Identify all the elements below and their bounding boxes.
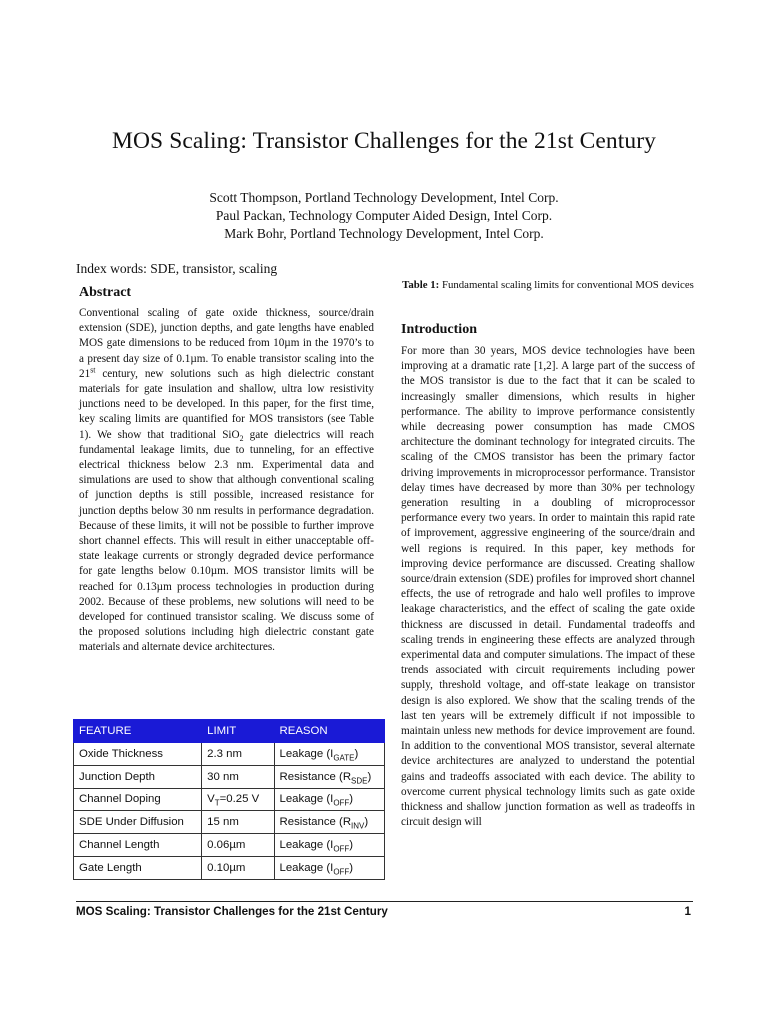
- abstract-text-part: century, new solutions such as high dielectric constant materials for gate insulation and shallow, ultra low resistivity junctions need to be developed. In this paper, for the first time, key scaling limits are quantified for MOS transistors (see Table 1). We show that traditional SiO: [79, 367, 374, 441]
- table-caption-label: Table 1:: [402, 279, 440, 291]
- limit-value: V: [207, 793, 215, 806]
- abstract-superscript: st: [90, 365, 96, 375]
- abstract-heading: Abstract: [79, 285, 132, 300]
- reason-cell: [274, 856, 384, 879]
- limit-cell: [202, 765, 274, 788]
- feature-cell: Channel Length: [74, 834, 202, 857]
- author-list: [0, 189, 768, 243]
- reason-text: Leakage (I: [279, 839, 334, 852]
- reason-subscript: OFF: [333, 844, 350, 854]
- reason-cell: [274, 834, 384, 857]
- table-caption-text: Fundamental scaling limits for conventional MOS devices: [439, 279, 694, 291]
- limit-cell: [202, 856, 274, 879]
- limit-cell: [202, 834, 274, 857]
- reason-cell: [274, 765, 384, 788]
- table-header-cell: FEATURE: [74, 720, 202, 743]
- limit-value: 0.10µm: [207, 861, 246, 874]
- reason-text: Resistance (R: [279, 770, 352, 783]
- reason-suffix: ): [349, 839, 354, 852]
- abstract-text-part: Conventional scaling of gate oxide thickness, source/drain extension (SDE), junction depths, and gate lengths have enabled MOS gate dimensions to be reduced from 10µm in the 1970’s to a present day size of 0.1µm. To enable transistor scaling into the 21: [79, 307, 374, 380]
- reason-suffix: ): [349, 861, 354, 874]
- abstract-text-part: gate dielectrics will reach fundamental leakage limits, due to tunneling, for an effective electrical thickness below 2.3 nm. Experimental data and simulations are used to show that although conventional scaling of junction depths is still possible, increased resistance for junction depths below 30 nm results in performance degradation. Because of these limits, it will not be possible to further improve short channel effects. This will result in either unacceptable off-state leakage currents or strongly degraded device performance for gate lengths below 0.10µm. MOS transistor limits will be reached for 0.13µm process technologies in production during 2002. Because of these problems, new solutions will need to be developed for continued transistor scaling. We discuss some of the proposed solutions including high dielectric constant gate materials and alternate device architectures.: [79, 428, 374, 654]
- feature-cell: SDE Under Diffusion: [74, 811, 202, 834]
- reason-subscript: OFF: [333, 798, 350, 808]
- table-row: [74, 743, 385, 766]
- feature-cell: Junction Depth: [74, 765, 202, 788]
- table-header-cell: REASON: [274, 720, 384, 743]
- footer-divider: [76, 901, 693, 902]
- author-line: Paul Packan, Technology Computer Aided Design, Intel Corp.: [215, 208, 553, 223]
- limit-value-suffix: =0.25 V: [219, 793, 260, 806]
- limit-cell: [202, 811, 274, 834]
- reason-text: Leakage (I: [279, 747, 334, 760]
- reason-suffix: ): [349, 793, 354, 806]
- reason-subscript: OFF: [333, 867, 350, 877]
- reason-subscript: GATE: [333, 753, 355, 763]
- limit-value: 2.3 nm: [207, 747, 242, 760]
- reason-cell: [274, 811, 384, 834]
- paper-title: MOS Scaling: Transistor Challenges for the 21st Century: [111, 128, 657, 154]
- page-number: 1: [684, 905, 691, 918]
- table-row: [74, 834, 385, 857]
- author-line: Mark Bohr, Portland Technology Development, Intel Corp.: [224, 226, 544, 241]
- limit-cell: [202, 788, 274, 811]
- limit-cell: [202, 743, 274, 766]
- reason-cell: [274, 788, 384, 811]
- footer-title: MOS Scaling: Transistor Challenges for the 21st Century: [76, 905, 388, 918]
- table-row: [74, 811, 385, 834]
- reason-text: Resistance (R: [279, 816, 352, 829]
- author-line: Scott Thompson, Portland Technology Development, Intel Corp.: [209, 190, 559, 205]
- reason-suffix: ): [354, 747, 359, 760]
- table-header-cell: LIMIT: [202, 720, 274, 743]
- reason-suffix: ): [367, 770, 372, 783]
- abstract-subscript: 2: [239, 433, 244, 443]
- table-row: [74, 788, 385, 811]
- reason-text: Leakage (I: [279, 861, 334, 874]
- table-header-row: [74, 720, 385, 743]
- limit-value: 30 nm: [207, 770, 239, 783]
- feature-cell: Gate Length: [74, 856, 202, 879]
- reason-cell: [274, 743, 384, 766]
- reason-subscript: INV: [351, 821, 365, 831]
- abstract-body: [79, 306, 374, 656]
- reason-suffix: ): [364, 816, 369, 829]
- introduction-body: For more than 30 years, MOS device technologies have been improving at a dramatic rate [1,2]. A large part of the success of the MOS transistor is due to the fact that it can be scaled to increasingly smaller dimensions, which results in higher performance. The ability to improve performance consistently while decreasing power consumption has made CMOS architecture the dominant technology for integrated circuits. The scaling of the CMOS transistor has been the primary factor driving improvements in microprocessor performance. Transistor delay times have decreased by more than 30% per technology generation resulting in a doubling of microprocessor performance every two years. In order to maintain this rapid rate of improvement, aggressive engineering of the source/drain and well regions is required. In this paper, key methods for improving device performance are discussed. Creating shallow source/drain extension (SDE) profiles for improved short channel effects, the use of retrograde and halo well profiles to improve leakage characteristics, and the effect of scaling the gate oxide thickness are discussed in detail. Fundamental tradeoffs and scaling trends in engineering these effects are analyzed through experimental data and computer simulations. The impact of these trends associated with circuit requirements including power supply, threshold voltage, and off-state leakage on transistor design is also explored. We show that the scaling trends of the last ten years will be extremely difficult if not impossible to maintain unless new methods for device improvement are found. In addition to the conventional MOS transistor, several alternate device architectures are analyzed to understand the potential gains and tradeoffs associated with each device. The ability to overcome current physical technology limits such as gate oxide thickness and shallow junction formation as well as tradeoffs in circuit design will: [401, 345, 695, 829]
- table-caption: [402, 278, 694, 293]
- table-row: [74, 765, 385, 788]
- limit-value: 0.06µm: [207, 839, 246, 852]
- introduction-heading: Introduction: [401, 322, 477, 337]
- table-row: [74, 856, 385, 879]
- feature-cell: Oxide Thickness: [74, 743, 202, 766]
- feature-cell: Channel Doping: [74, 788, 202, 811]
- reason-text: Leakage (I: [279, 793, 334, 806]
- scaling-limits-table: [73, 719, 385, 880]
- index-words: Index words: SDE, transistor, scaling: [76, 261, 278, 276]
- limit-value: 15 nm: [207, 816, 239, 829]
- limit-subscript: T: [214, 798, 220, 808]
- reason-subscript: SDE: [351, 775, 368, 785]
